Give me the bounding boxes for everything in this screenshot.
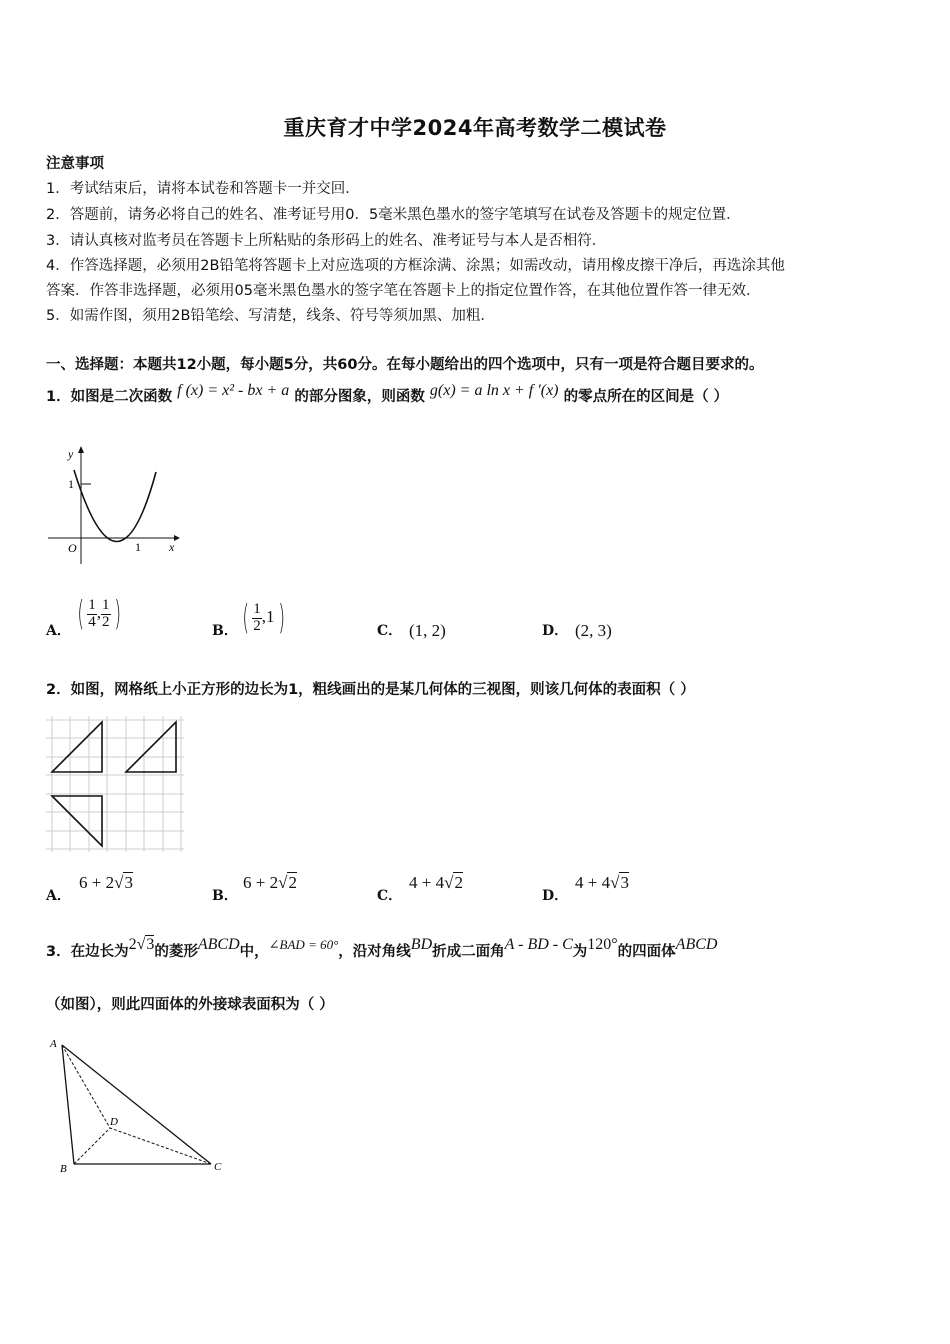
sqrt-icon: √: [610, 873, 620, 892]
edge-ac: [62, 1045, 211, 1164]
side-view: [126, 722, 176, 772]
frac-num: 1: [253, 600, 261, 617]
q3-p7: 的四面体: [617, 944, 676, 960]
radicand: 3: [124, 873, 133, 892]
q1-option-d-value: (2, 3): [575, 621, 612, 640]
q1-parabola-graph: [46, 442, 186, 567]
notice-item: 2．答题前，请务必将自己的姓名、准考证号用0．5毫米黑色墨水的签字笔填写在试卷及答题卡的规定位置．: [46, 207, 741, 223]
sqrt-icon: √: [114, 873, 124, 892]
x-axis-arrow: [174, 535, 180, 541]
q1-option-b-label: B．: [212, 623, 238, 639]
q3-side: [129, 936, 155, 953]
val-pre: 4 + 4: [409, 873, 445, 892]
q1-gx: g(x) = a ln x + f ′(x): [429, 382, 559, 399]
q2-option-b-label: B．: [212, 888, 238, 904]
vertex-a-label: A: [50, 1038, 57, 1050]
q1-option-a-value: ( $\frac{1}{4}$ , $\frac{1}{2}$ ): [77, 594, 121, 634]
q3-bd: BD: [410, 936, 433, 953]
val-pre: 4 + 4: [575, 873, 611, 892]
radicand: 3: [146, 936, 155, 953]
q2-option-d-value: [575, 873, 629, 893]
edge-cd: [110, 1128, 211, 1164]
section-heading: 一、选择题：本题共12小题，每小题5分，共60分。在每小题给出的四个选项中，只有一项是符合题目要求的。: [46, 357, 764, 373]
q1-option-b-value: ( $\frac{1}{2}$ ,1): [242, 598, 285, 638]
q3-angle: ∠BAD = 60°: [268, 937, 339, 952]
q2-option-b-value: [243, 873, 297, 893]
radicand: 2: [288, 873, 297, 892]
page-title: 重庆育才中学2024年高考数学二模试卷: [283, 116, 667, 140]
q1-fx: f (x) = x² - bx + a: [177, 382, 290, 399]
q1-suffix: 的零点所在的区间是（ ）: [563, 389, 729, 405]
sqrt-icon: √: [444, 873, 454, 892]
x-label: x: [169, 540, 175, 554]
vertex-b-label: B: [60, 1163, 67, 1175]
b-rest: ,1: [261, 606, 275, 626]
vertex-d-label: D: [110, 1116, 118, 1128]
grid-lines: [46, 716, 184, 852]
q1-option-d-label: D．: [542, 623, 569, 639]
frac-den: 2: [253, 617, 261, 634]
notice-item: 5．如需作图，须用2B铅笔绘、写清楚，线条、符号等须加黑、加粗．: [46, 308, 495, 324]
q3-p3: 中，: [239, 944, 269, 960]
q1-prefix: 1．如图是二次函数: [46, 389, 173, 405]
q3-abcd2: ABCD: [675, 936, 718, 953]
y-tick-label: 1: [68, 477, 74, 491]
parabola-curve: [74, 470, 156, 542]
sqrt-icon: √: [278, 873, 288, 892]
notice-item: 4．作答选择题，必须用2B铅笔将答题卡上对应选项的方框涂满、涂黑；如需改动，请用橡皮擦干净后，再选涂其他: [46, 258, 785, 274]
val-pre: 6 + 2: [243, 873, 279, 892]
q3-p6: 为: [572, 944, 588, 960]
q3-p2: 的菱形: [154, 944, 198, 960]
edge-bd: [74, 1128, 110, 1164]
val-pre: 6 + 2: [79, 873, 115, 892]
question-1: [46, 382, 729, 406]
comma: ,: [96, 602, 102, 622]
y-axis-arrow: [78, 446, 84, 453]
frac-den: 4: [88, 613, 96, 630]
vertex-c-label: C: [214, 1161, 222, 1173]
notice-item: 1．考试结束后，请将本试卷和答题卡一并交回．: [46, 181, 360, 197]
val-pre: 2: [128, 936, 137, 953]
notice-item: 3．请认真核对监考员在答题卡上所粘贴的条形码上的姓名、准考证号与本人是否相符．: [46, 233, 607, 249]
y-label: y: [68, 447, 74, 461]
q1-mid: 的部分图象，则函数: [294, 389, 425, 405]
x-tick-label: 1: [135, 540, 141, 554]
question-3-line2: （如图），则此四面体的外接球表面积为（ ）: [46, 997, 334, 1013]
q1-option-c-value: (1, 2): [409, 621, 446, 640]
q2-option-c-value: [409, 873, 463, 893]
q2-option-a-value: [79, 873, 133, 893]
q1-option-a-label: A．: [46, 623, 71, 639]
q3-p5: 折成二面角: [432, 944, 505, 960]
front-view: [52, 722, 102, 772]
q3-tetrahedron-figure: [46, 1035, 236, 1180]
q3-abcd: ABCD: [197, 936, 240, 953]
q2-three-views-grid: [46, 716, 186, 852]
frac-den: 2: [102, 613, 110, 630]
sqrt-icon: √: [136, 936, 146, 953]
q2-option-c-label: C．: [377, 888, 403, 904]
q3-p4: ，沿对角线: [338, 944, 411, 960]
question-2: 2．如图，网格纸上小正方形的边长为1，粗线画出的是某几何体的三视图，则该几何体的表面积（ ）: [46, 682, 695, 698]
q2-option-d-label: D．: [542, 888, 569, 904]
q3-p1: 3．在边长为: [46, 944, 129, 960]
radicand: 3: [620, 873, 629, 892]
question-3: [46, 936, 718, 961]
top-view: [52, 796, 102, 846]
notice-heading: 注意事项: [46, 156, 104, 172]
q2-option-a-label: A．: [46, 888, 71, 904]
notice-item: 答案．作答非选择题，必须用05毫米黑色墨水的签字笔在答题卡上的指定位置作答，在其他位置作答一律无效．: [46, 283, 761, 299]
frac-num: 1: [102, 596, 110, 613]
q1-option-c-label: C．: [377, 623, 403, 639]
radicand: 2: [454, 873, 463, 892]
origin-label: O: [68, 541, 77, 555]
frac-num: 1: [88, 596, 96, 613]
q3-dihedral: A - BD - C: [504, 936, 573, 953]
q3-deg: 120°: [587, 936, 618, 953]
